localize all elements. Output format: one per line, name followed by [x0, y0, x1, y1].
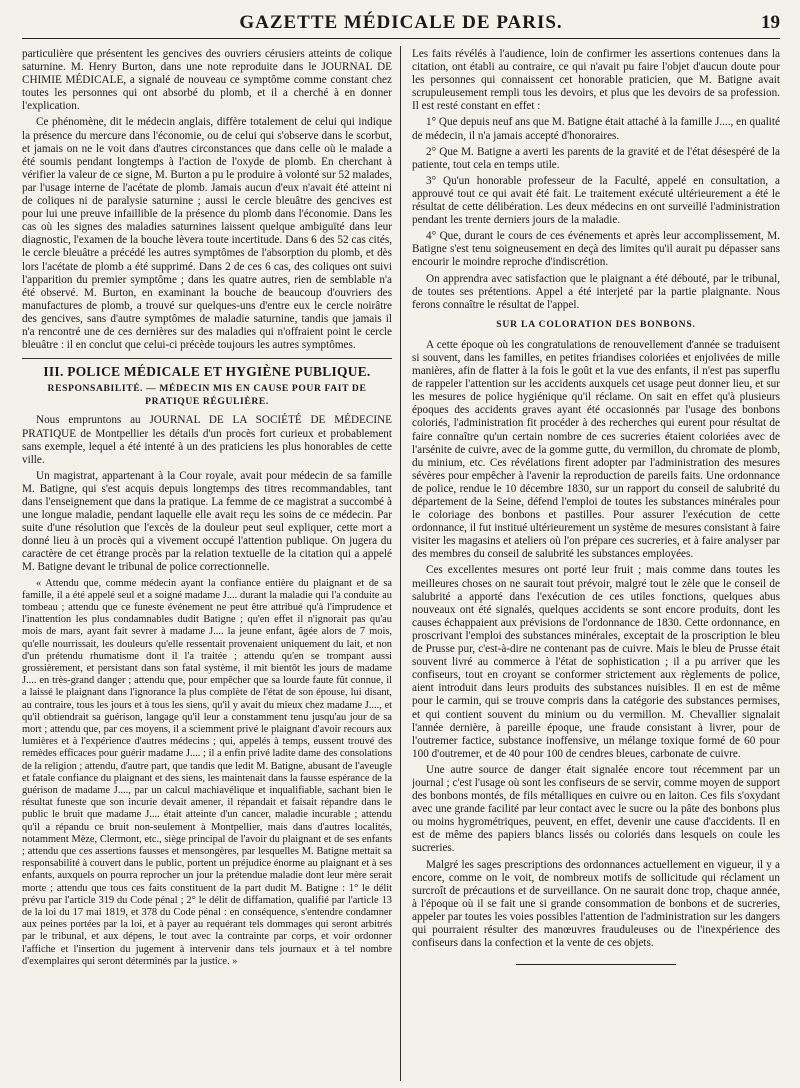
- paragraph: Malgré les sages prescriptions des ordonnances actuellement en vigueur, il y a encore, comme on le voit, de nombreux motifs de sollicitude qui réclament un surcroît de précautions et de surveillance. On ne saurait donc trop, chaque année, à l'époque où il se fait une si grande consommation de bonbons et de sucreries, appeler par toutes les voies possibles l'attention de l'administration sur les dangers qui pourraient résulter des manœuvres frauduleuses ou de l'inexpérience des confiseurs dans la confection et la vente de ces objets.: [412, 858, 780, 950]
- column-divider: [400, 46, 401, 1081]
- citation-quote: « Attendu que, comme médecin ayant la confiance entière du plaignant et de sa famille, il a été appelé seul et a soigné madame J.... durant la maladie qui l'a conduite au tombeau ; attendu que ce funeste événement ne peut être attribué qu'à l'imprudence et l'inattention les plus condamnables dudit Batigne ; qu'en effet il n'ignorait pas qu'au mois de mars, ayant fait sevrer à madame J.... la jeune enfant, âgée alors de 7 mois, qu'elle nourrissait, les douleurs qu'elle ressentait provenaient uniquement du lait, et non d'un prétendu rhumatisme dont il l'a traitée ; attendu qu'en se trompant aussi grossièrement, et persistant dans son fatal système, il mit bientôt les jours de madame J.... en très-grand danger ; attendu que, pour empêcher que sa lourde faute fût connue, il a laissé le plaignant dans l'ignorance la plus complète de l'état de son épouse, lui disant, au contraire, tous les jours et à tous les siens, qu'il y avait du mieux chez madame J...., et qu'il obtiendrait sa guérison, langage qu'il leur a constamment tenu jusqu'au jour de sa mort ; attendu que, par ces moyens, il a sciemment privé le plaignant d'avoir recours aux lumières et à l'expérience d'autres médecins ; qui, appelés à temps, eussent trouvé des remèdes efficaces pour guérir madame J.... ; il a enfin privé ladite dame des consolations de la religion ; attendu, d'autre part, que tandis que ledit M. Batigne, abusant de l'aveugle et fatale confiance du plaignant et des siens, les maintenait dans la fausse espérance de la guérison de madame J...., par un calcul machiavélique et inqualifiable, sachant bien le résultat funeste que son incurie devait amener, il répandait et faisait répandre dans le public le bruit que madame J.... était atteinte d'un cancer, maladie incurable ; attendu qu'il a répandu ce bruit non-seulement à Montpellier, mais dans d'autres localités, notamment Mèze, Clermont, etc., siège principal de l'avoir du plaignant et de ses enfants ; attendu que ces assertions fausses et mensongères, par lesquelles M. Batigne mettait sa responsabilité à couvert dans le public, portent un préjudice énorme au plaignant et à ses enfants, auxquels on pourra reprocher un jour la prétendue maladie dont leur mère serait morte ; attendu que tous ces faits constituent de la part dudit M. Batigne : 1° le délit prévu par l'article 319 du Code pénal ; 2° le délit de diffamation, qualifié par l'article 13 de la loi du 17 mai 1819, et 378 du Code pénal : en conséquence, s'entendre condamner aux peines portées par la loi, et à payer au requérant tels dommages qui seront arbitrés par le tribunal, et aux dépens, le tout avec la contrainte par corps, et voir ordonner l'affiche et l'insertion du jugement à intervenir dans tels journaux et à tel nombre d'exemplaires qui seront déterminés par la justice. »: [22, 577, 392, 967]
- paragraph: 1° Que depuis neuf ans que M. Batigne était attaché à la famille J...., en qualité de médecin, il n'a jamais accepté d'honoraires.: [412, 116, 780, 142]
- paragraph: Ces excellentes mesures ont porté leur fruit ; mais comme dans toutes les meilleures choses on ne saurait tout prévoir, malgré tout le zèle que le conseil de salubrité a apporté dans l'exécution de ces utiles fonctions, quelques abus nouveaux ont été signalés, quelques accidents se sont encore produits, dont les causes échappaient aux prévisions de l'ordonnance de 1830. Cette ordonnance, en proscrivant l'emploi des substances minérales, exceptait de la proscription le bleu de Prusse pur, c'est-à-dire ne contenant pas de cuivre. Mais le bleu de Prusse était souvent livré au commerce à l'état de sophistication ; il a pu arriver que les confiseurs, tout en croyant se conformer strictement aux règlements de police, aient introduit dans leurs produits des substances nuisibles. Il en est de même pour le carmin, qui se trouve compris dans la catégorie des substances permises, et qui contient souvent du minium ou du vermillon. M. Chevallier signalait l'année dernière, à pareille époque, une fraude consistant à livrer, pour de l'outremer factice, substance inoffensive, un mélange toxique formé de 60 pour 100 d'outremer, et de 40 pour 100 de cendres bleues, carbonate de cuivre.: [412, 564, 780, 760]
- left-column: [22, 48, 392, 1078]
- paragraph: Ce phénomène, dit le médecin anglais, diffère totalement de celui qui indique la présence du mercure dans l'économie, ou de celui qui s'observe dans le scorbut, et jamais on ne le voit dans d'autres circonstances que dans celle où le malade a été soumis pendant longtemps à l'action de l'oxyde de plomb. En cherchant à vérifier la valeur de ce signe, M. Burton a pu le produire à volonté sur 52 malades, par l'usage interne de l'acétate de plomb. Jamais aucun d'eux n'avait été atteint ni de coliques ni de paralysie saturnine ; aussi le cercle bleuâtre des gencives est pour lui une preuve infaillible de la présence du plomb dans l'économie. Dans les cas où les signes des maladies saturnines laissent quelque ambiguïté dans leur diagnostic, l'examen de la bouche lèvera toute incertitude. Dans 6 des 52 cas cités, le cercle bleuâtre a précédé les autres symptômes de l'absorption du plomb, et dès lors l'acétate de plomb a été supprimé. Dans 2 de ces 6 cas, des coliques ont suivi l'apparition du premier symptôme ; dans les quatre autres, rien de semblable n'a été observé. M. Burton, en examinant la bouche de beaucoup d'ouvriers des manufactures de plomb, a trouvé sur quelques-uns d'entre eux le cercle noirâtre des gencives, sans d'autre symptômes de maladie saturnine, tandis que jamais il n'a rencontré une de ces dernières sur des maladies qui n'offraient point le cercle bleuâtre : il en conclut que celui-ci précède toujours les autres symptômes.: [22, 116, 392, 352]
- end-rule: [516, 964, 676, 965]
- paragraph: Une autre source de danger était signalée encore tout récemment par un journal ; c'est l'usage où sont les confiseurs de se servir, comme moyen de support des bonbons montés, de fils métalliques en cuivre ou en laiton. Ces fils s'oxydant avec une grande facilité par leur contact avec le sucre ou la pâte des bonbons plus ou moins hygrométriques, peuvent, en effet, devenir une cause d'accidents. Il en est de même des papiers blancs lissés ou coloriés dans lesquels on coule les sucreries.: [412, 763, 780, 855]
- paragraph: On apprendra avec satisfaction que le plaignant a été débouté, par le tribunal, de toutes ses prétentions. Appel a été interjeté par la partie plaignante. Nous ferons connaître le résultat de l'appel.: [412, 272, 780, 311]
- subsection-title: SUR LA COLORATION DES BONBONS.: [496, 318, 696, 330]
- journal-title: GAZETTE MÉDICALE DE PARIS.: [239, 12, 563, 33]
- paragraph: 2° Que M. Batigne a averti les parents de la gravité et de l'état désespéré de la patiente, tout cela en temps utile.: [412, 145, 780, 171]
- paragraph: 4° Que, durant le cours de ces événements et après leur accomplissement, M. Batigne s'est tenu soigneusement en deçà des limites qu'il aurait pu dépasser sans encourir le moindre reproche d'indiscrétion.: [412, 230, 780, 269]
- subsection-title: RESPONSABILITÉ. — MÉDECIN MIS EN CAUSE POUR FAIT DE PRATIQUE RÉGULIÈRE.: [47, 383, 367, 408]
- page-header: [22, 10, 780, 39]
- paragraph: Un magistrat, appartenant à la Cour royale, avait pour médecin de sa famille M. Batigne, qui s'est acquis depuis longtemps des titres recommandables, tant dans l'enseignement que dans la pratique. La femme de ce magistrat a succombé à une longue maladie, pendant laquelle elle avait reçu les soins de ce médecin. Par suite d'une résolution que l'excès de la douleur peut seul expliquer, cette mort a donné lieu à un procès qui a vivement occupé l'attention publique. On jugera du caractère de cet étrange procès par la relation textuelle de la citation qui a appelé M. Batigne devant le tribunal de police correctionnelle.: [22, 469, 392, 574]
- section-title: III. POLICE MÉDICALE ET HYGIÈNE PUBLIQUE.: [22, 358, 392, 378]
- paragraph: A cette époque où les congratulations de renouvellement d'année se traduisent si souvent, dans les familles, en petites friandises coloriées et enjolivées de mille manières, afin de flatter à la fois le goût et la vue des enfants, il n'est pas superflu de rappeler l'attention sur les accidents auxquels cet usage peut donner lieu, et sur les mesures de police hygiénique qu'il réclame. On sait en effet qu'à plusieurs époques des accidents graves ayant été occasionnés par l'usage des bonbons coloriés, l'administration fit procéder à des recherches qui eurent pour résultat de faire connaître qu'un certain nombre de ces sucreries étaient coloriées avec de l'arsénite de cuivre, avec de la gomme gutte, du vermillon, du chromate de plomb, du minium, etc. Ces révélations firent adopter par l'administration des mesures sévères pour empêcher à l'avenir la reproduction de pareils faits. Une ordonnance de police, rendue le 10 décembre 1830, sur un rapport du conseil de salubrité du département de la Seine, défend l'emploi de toutes les substances minérales pour le coloriage des bonbons et pastilles. Pour assurer l'exécution de cette ordonnance, il fut institué ultérieurement un système de mesures consistant à faire visiter les magasins et ateliers où l'on prépare ces sucreries, et à faire analyser par des membres du conseil de salubrité les substances employées.: [412, 338, 780, 561]
- page-number: 19: [761, 12, 780, 33]
- paragraph: 3° Qu'un honorable professeur de la Faculté, appelé en consultation, a approuvé tout ce qui avait été fait. Le traitement exécuté ultérieurement a été le résultat de cette délibération. Les deux médecins en ont surveillé l'administration pendant les trente derniers jours de la maladie.: [412, 174, 780, 227]
- paragraph: particulière que présentent les gencives des ouvriers cérusiers atteints de colique saturnine. M. Henry Burton, dans une note reproduite dans le JOURNAL DE CHIMIE MÉDICALE, a signalé de nouveau ce symptôme comme constant chez toutes les personnes qui ont absorbé du plomb, et il a cherché à en donner l'explication.: [22, 48, 392, 113]
- paragraph: Les faits révélés à l'audience, loin de confirmer les assertions contenues dans la citation, ont établi au contraire, ce qui n'avait pu faire l'objet d'aucun doute pour les personnes qui connaissent cet honorable praticien, que M. Batigne avait scrupuleusement rempli tous les devoirs, et plus que les devoirs de sa profession. Il est resté constant en effet :: [412, 48, 780, 113]
- paragraph: Nous empruntons au JOURNAL DE LA SOCIÉTÉ DE MÉDECINE PRATIQUE de Montpellier les détails d'un procès fort curieux et probablement sans exemple, lequel a été intenté à un des praticiens les plus honorables de cette ville.: [22, 414, 392, 466]
- right-column: [412, 48, 780, 1078]
